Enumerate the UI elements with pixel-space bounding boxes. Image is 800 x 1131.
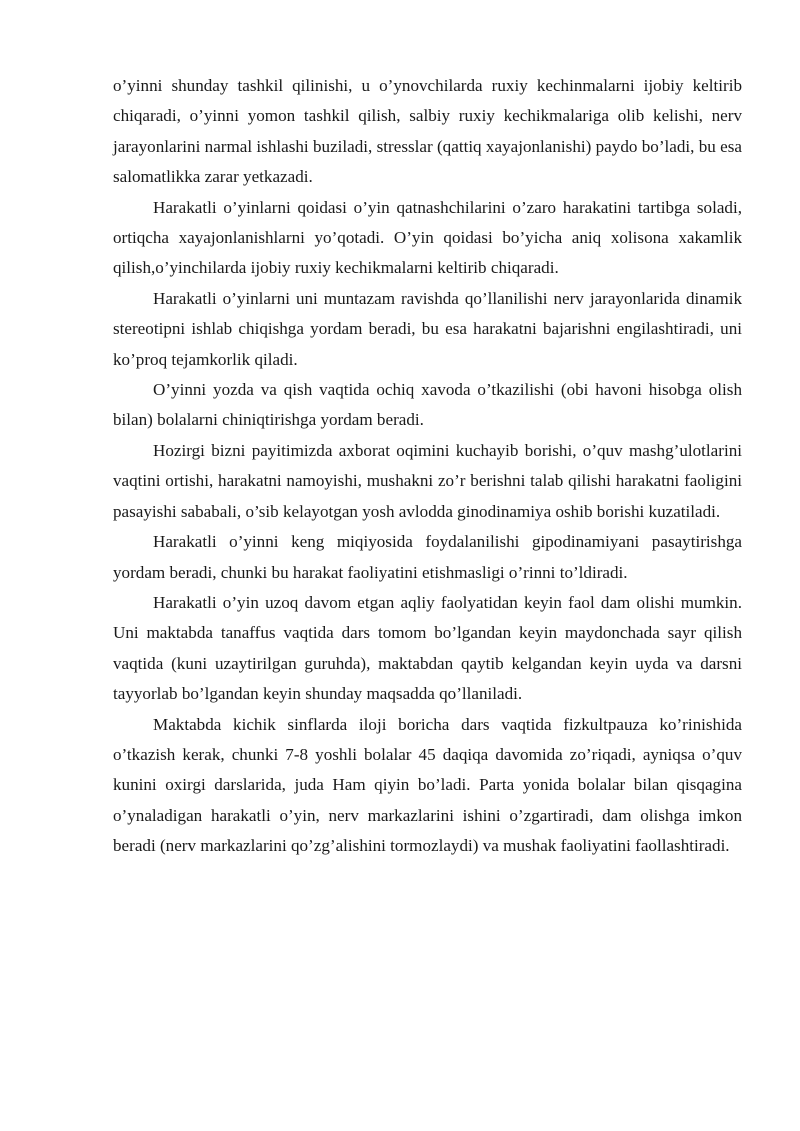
paragraph-active-rest: Harakatli o’yin uzoq davom etgan aqliy faolyatidan keyin faol dam olishi mumkin. Uni maktabda tanaffus vaqtida dars tomom bo’lgandan keyin maydonchada sayr qilish vaqtida (kuni uzaytirilgan guruhda), maktabdan qaytib kelgandan keyin uyda va darsni tayyorlab bo’lgandan keyin shunday maqsadda qo’llaniladi. <box>113 592 742 704</box>
paragraph-hypodynamia: Hozirgi bizni payitimizda axborat oqimini kuchayib borishi, o’quv mashg’ulotlarini vaqtini ortishi, harakatni namoyishi, mushakni zo’r berishni talab qilishi harakatni faoligini pasayishi sababali, o’sib kelayotgan yosh avlodda ginodinamiya oshib borishi kuzatiladi. <box>113 440 742 521</box>
paragraph-reduce-hypodynamia: Harakatli o’yinni keng miqiyosida foydalanilishi gipodinamiyani pasaytirishga yordam beradi, chunki bu harakat faoliyatini etishmasligi o’rinni to’ldiradi. <box>113 532 742 582</box>
document-page <box>113 71 742 862</box>
paragraph-dynamic-stereotype: Harakatli o’yinlarni uni muntazam ravishda qo’llanilishi nerv jarayonlarida dinamik stereotipni ishlab chiqishga yordam beradi, bu esa harakatni bajarishni engilashtiradi, uni ko’proq tejamkorlik qiladi. <box>113 288 742 369</box>
paragraph-continuation: o’yinni shunday tashkil qilinishi, u o’ynovchilarda ruxiy kechinmalarni ijobiy keltirib chiqaradi, o’yinni yomon tashkil qilish, salbiy ruxiy kechikmalariga olib kelishi, nerv jarayonlarini narmal ishlashi buziladi, stresslar (qattiq xayajonlanishi) paydo bo’ladi, bu esa salomatlikka zarar yetkazadi. <box>113 76 742 187</box>
paragraph-physical-pause: Maktabda kichik sinflarda iloji boricha dars vaqtida fizkultpauza ko’rinishida o’tkazish kerak, chunki 7-8 yoshli bolalar 45 daqiqa davomida zo’riqadi, ayniqsa o’quv kunini oxirgi darslarida, juda Ham qiyin bo’ladi. Parta yonida bolalar bilan qisqagina o’ynaladigan harakatli o’yin, nerv markazlarini ishini o’zgartiradi, dam olishga imkon beradi (nerv markazlarini qo’zg’alishini tormozlaydi) va mushak faoliyatini faollashtiradi. <box>113 714 742 856</box>
paragraph-outdoor-games: O’yinni yozda va qish vaqtida ochiq xavoda o’tkazilishi (obi havoni hisobga olish bilan) bolalarni chiniqtirishga yordam beradi. <box>113 380 742 430</box>
paragraph-game-rules: Harakatli o’yinlarni qoidasi o’yin qatnashchilarini o’zaro harakatini tartibga soladi, ortiqcha xayajonlanishlarni yo’qotadi. O’yin qoidasi bo’yicha aniq xolisona xakamlik qilish,o’yinchilarda ijobiy ruxiy kechikmalarni keltirib chiqaradi. <box>113 197 742 278</box>
